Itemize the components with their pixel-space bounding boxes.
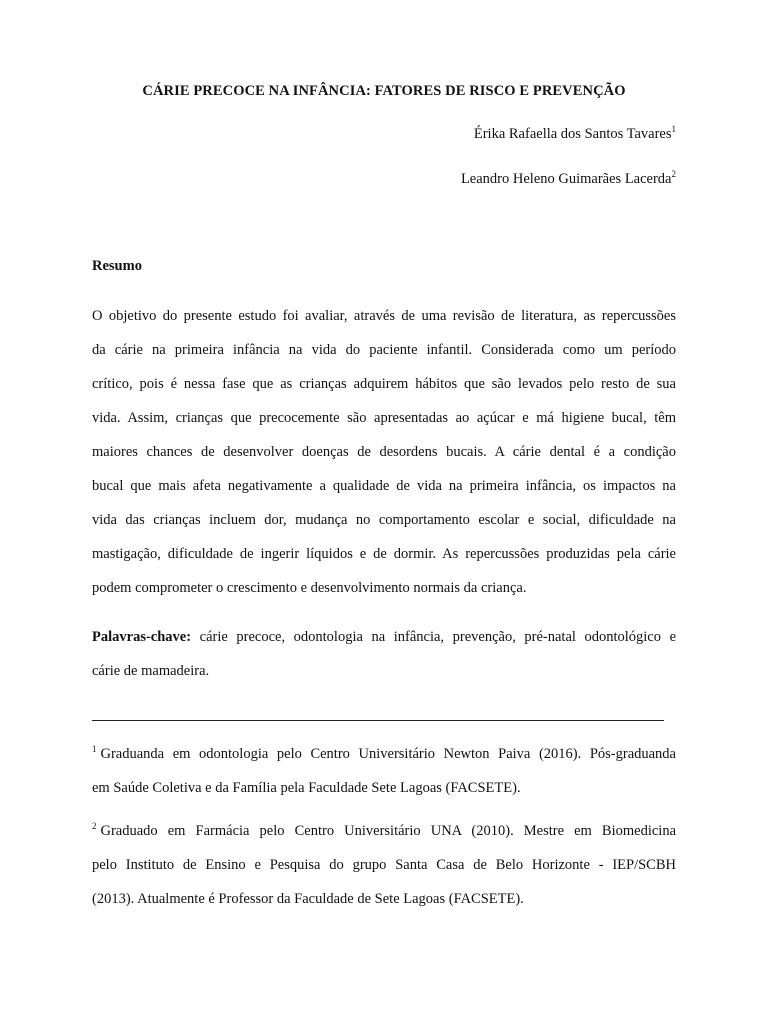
author-2-name: Leandro Heleno Guimarães Lacerda <box>460 171 672 187</box>
footnote-2-mark: 2 <box>92 821 97 832</box>
footnote-2-line-2: pelo Instituto de Ensino e Pesquisa do grupo Santa Casa de Belo Horizonte - IEP/SCBH <box>92 857 676 873</box>
abstract-line: da cárie na primeira infância na vida do paciente infantil. Considerada como um período <box>92 342 676 358</box>
abstract-line: vida das crianças incluem dor, mudança no comportamento escolar e social, dificuldade na <box>92 512 676 528</box>
footnote-1 <box>92 745 676 813</box>
footnote-1-line-2: em Saúde Coletiva e da Família pela Faculdade Sete Lagoas (FACSETE). <box>92 780 521 796</box>
abstract-line: maiores chances de desenvolver doenças de desordens bucais. A cárie dental é a condição <box>92 444 676 460</box>
author-2-footnote-mark: 2 <box>671 169 676 180</box>
abstract-line: mastigação, dificuldade de ingerir líquidos e de dormir. As repercussões produzidas pela cárie <box>92 546 676 562</box>
keywords-line-2: cárie de mamadeira. <box>92 663 210 679</box>
abstract-line: bucal que mais afeta negativamente a qualidade de vida na primeira infância, os impactos na <box>92 478 676 494</box>
footnote-1-text: Graduanda em odontologia pelo Centro Universitário Newton Paiva (2016). Pós-graduanda <box>100 746 676 762</box>
abstract-paragraph <box>92 307 676 613</box>
keywords-text: cárie precoce, odontologia na infância, prevenção, pré-natal odontológico e <box>191 629 676 645</box>
footnote-2 <box>92 822 676 924</box>
paper-title: CÁRIE PRECOCE NA INFÂNCIA: FATORES DE RISCO E PREVENÇÃO <box>142 83 626 99</box>
keywords-label: Palavras-chave: <box>92 629 192 645</box>
keywords-line-1 <box>92 628 676 662</box>
abstract-line: podem comprometer o crescimento e desenvolvimento normais da criança. <box>92 580 527 596</box>
footnote-2-text: Graduado em Farmácia pelo Centro Universitário UNA (2010). Mestre em Biomedicina <box>100 823 676 839</box>
author-1-footnote-mark: 1 <box>671 124 676 135</box>
footnote-2-line-1 <box>92 822 676 856</box>
author-1-name: Érika Rafaella dos Santos Tavares <box>473 126 672 142</box>
author-1 <box>474 126 676 143</box>
author-2 <box>461 171 676 188</box>
footnote-1-mark: 1 <box>92 744 97 755</box>
abstract-line: crítico, pois é nessa fase que as crianças adquirem hábitos que são levados pelo resto de sua <box>92 376 676 392</box>
abstract-line: O objetivo do presente estudo foi avaliar, através de uma revisão de literatura, as repercussões <box>92 308 676 324</box>
keywords-paragraph <box>92 628 676 696</box>
abstract-heading: Resumo <box>92 258 142 274</box>
footnote-separator <box>92 720 664 721</box>
abstract-line: vida. Assim, crianças que precocemente são apresentadas ao açúcar e má higiene bucal, têm <box>92 410 676 426</box>
footnote-1-line-1 <box>92 745 676 779</box>
footnote-2-line-3: (2013). Atualmente é Professor da Faculdade de Sete Lagoas (FACSETE). <box>92 891 524 907</box>
